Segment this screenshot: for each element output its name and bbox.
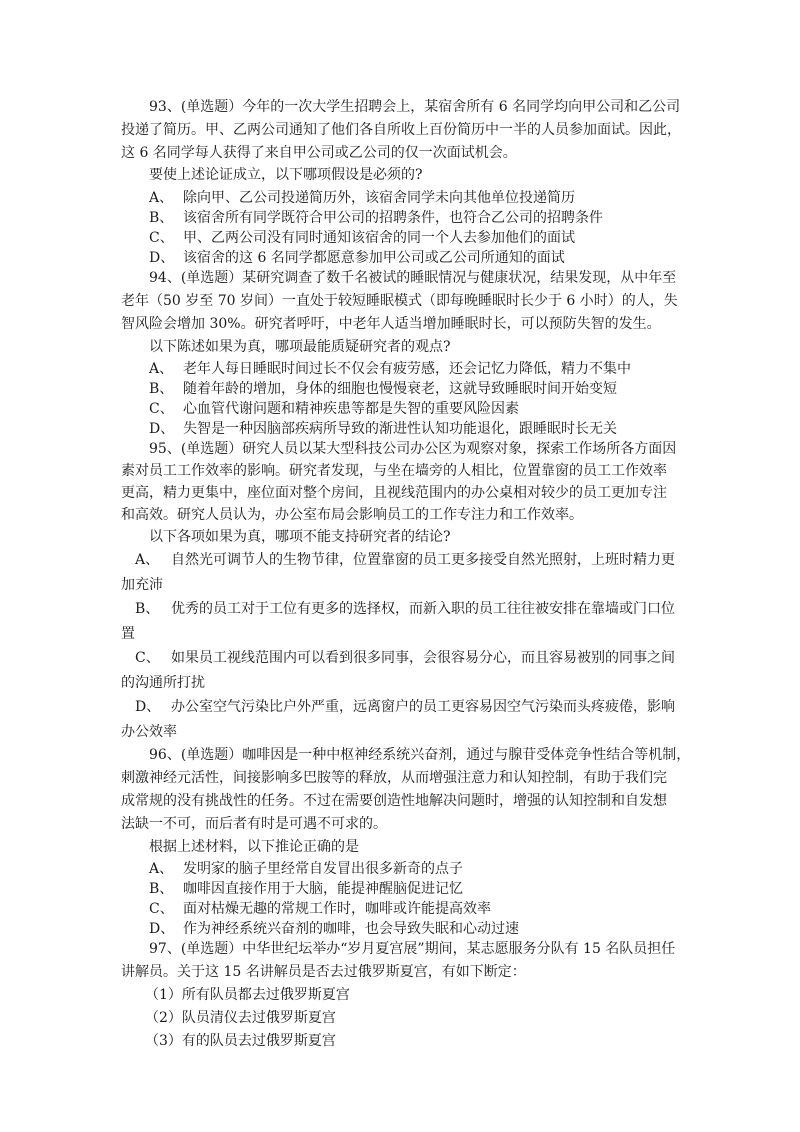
option-letter: A、 [149, 361, 174, 378]
question-94-option-a [121, 358, 681, 378]
question-97-statement-2: （2）队员清仪去过俄罗斯夏宫 [145, 1009, 336, 1026]
option-letter: C、 [149, 401, 174, 418]
option-text: 失智是一种因脑部疾病所导致的渐进性认知功能退化，跟睡眠时长无关 [183, 421, 617, 438]
question-96-option-a [121, 858, 681, 878]
question-93-option-a [121, 187, 681, 207]
question-94-option-c [121, 398, 681, 418]
question-95-option-a [121, 548, 681, 597]
question-93-stem-line-3: 这 6 名同学每人获得了来自甲公司或乙公司的仅一次面试机会。 [121, 144, 517, 161]
option-text: 作为神经系统兴奋剂的咖啡，也会导致失眠和心动过速 [183, 921, 519, 938]
option-text: 心血管代谢问题和精神疾患等都是失智的重要风险因素 [183, 401, 519, 418]
option-letter: C、 [149, 230, 174, 247]
question-94-option-b [121, 378, 681, 398]
question-93 [121, 96, 681, 267]
question-95-stem-line-1: 95、(单选题）研究人员以某大型科技公司办公区为观察对象，探索工作场所各方面因 [149, 441, 677, 458]
option-text: 发明家的脑子里经常自发冒出很多新奇的点子 [183, 861, 463, 878]
question-93-option-b [121, 207, 681, 227]
question-96-stem-line-4: 法缺一不可，而后者有时是可遇不可求的。 [121, 815, 387, 832]
option-letter: D、 [149, 421, 175, 438]
option-text: 老年人每日睡眠时间过长不仅会有疲劳感，还会记忆力降低，精力不集中 [183, 361, 631, 378]
question-95-option-c [121, 646, 681, 695]
option-letter: B、 [149, 210, 174, 227]
option-text: 优秀的员工对于工位有更多的选择权，而新入职的员工往往被安排在靠墙或门口位置 [121, 601, 675, 642]
question-95-option-b [121, 597, 681, 646]
question-95-stem-line-2: 素对员工工作效率的影响。研究者发现，与坐在墙旁的人相比，位置靠窗的员工工作效率 [121, 463, 667, 480]
option-text: 除向甲、乙公司投递简历外，该宿舍同学未向其他单位投递简历 [183, 190, 575, 207]
option-text: 如果员工视线范围内可以看到很多同事，会很容易分心，而且容易被别的同事之间的沟通所打扰 [121, 650, 675, 691]
question-97-statement-3: （3）有的队员去过俄罗斯夏宫 [145, 1032, 336, 1049]
question-96-stem-line-3: 成常规的没有挑战性的任务。不过在需要创造性地解决问题时，增强的认知控制和自发想 [121, 792, 667, 809]
question-94-option-d [121, 418, 681, 438]
question-96-stem-line-2: 刺激神经元活性，间接影响多巴胺等的释放，从而增强注意力和认知控制，有助于我们完 [121, 770, 667, 787]
option-letter: A、 [149, 861, 174, 878]
option-letter: C、 [149, 901, 174, 918]
question-96 [121, 744, 691, 938]
option-letter: A、 [135, 552, 160, 569]
question-96-prompt: 根据上述材料，以下推论正确的是 [149, 838, 359, 855]
question-93-stem-line-1: 93、(单选题）今年的一次大学生招聘会上，某宿舍所有 6 名同学均向甲公司和乙公司 [149, 99, 681, 115]
option-letter: B、 [135, 601, 160, 618]
question-96-option-c [121, 898, 681, 918]
question-95-stem-line-3: 更高，精力更集中，座位面对整个房间，且视线范围内的办公桌相对较少的员工更加专注 [121, 485, 667, 502]
option-text: 甲、乙两公司没有同时通知该宿舍的同一个人去参加他们的面试 [183, 230, 575, 247]
option-letter: D、 [149, 250, 175, 267]
option-text: 自然光可调节人的生物节律，位置靠窗的员工更多接受自然光照射，上班时精力更加充沛 [121, 552, 675, 593]
question-97 [121, 938, 681, 1053]
option-letter: D、 [149, 921, 175, 938]
option-letter: B、 [149, 381, 174, 398]
option-letter: B、 [149, 881, 174, 898]
question-95-stem-line-4: 和高效。研究人员认为，办公室布局会影响员工的工作专注力和工作效率。 [121, 507, 583, 524]
question-94-stem-line-2: 老年（50 岁至 70 岁间）一直处于较短睡眠模式（即每晚睡眠时长少于 6 小时）的人，失 [121, 292, 678, 309]
question-94-stem-line-3: 智风险会增加 30%。研究者呼吁，中老年人适当增加睡眠时长，可以预防失智的发生。 [121, 315, 661, 332]
question-93-prompt: 要使上述论证成立，以下哪项假设是必须的? [149, 167, 423, 184]
page-content [121, 96, 691, 1053]
option-text: 该宿舍所有同学既符合甲公司的招聘条件，也符合乙公司的招聘条件 [183, 210, 603, 227]
question-96-stem-line-1: 96、(单选题）咖啡因是一种中枢神经系统兴奋剂，通过与腺苷受体竞争性结合等机制， [149, 747, 691, 764]
question-93-stem-line-2: 投递了简历。甲、乙两公司通知了他们各自所收上百份简历中一半的人员参加面试。因此， [121, 121, 681, 138]
question-94 [121, 267, 681, 438]
question-97-stem-line-2: 讲解员。关于这 15 名讲解员是否去过俄罗斯夏宫，有如下断定： [121, 964, 526, 981]
option-text: 该宿舍的这 6 名同学都愿意参加甲公司或乙公司所通知的面试 [183, 250, 565, 267]
option-text: 随着年龄的增加，身体的细胞也慢慢衰老，这就导致睡眠时间开始变短 [183, 381, 617, 398]
question-97-stem-line-1: 97、(单选题）中华世纪坛举办“岁月夏宫展”期间，某志愿服务分队有 15 名队员担任 [149, 941, 676, 958]
question-97-statement-1: （1）所有队员都去过俄罗斯夏宫 [145, 986, 350, 1003]
option-text: 咖啡因直接作用于大脑，能提神醒脑促进记忆 [183, 881, 463, 898]
question-93-option-c [121, 227, 681, 247]
question-94-prompt: 以下陈述如果为真，哪项最能质疑研究者的观点? [149, 338, 451, 355]
option-letter: C、 [135, 650, 160, 667]
question-94-stem-line-1: 94、(单选题）某研究调查了数千名被试的睡眠情况与健康状况，结果发现，从中年至 [149, 270, 677, 287]
option-letter: D、 [135, 699, 161, 716]
question-96-option-d [121, 918, 681, 938]
option-text: 面对枯燥无趣的常规工作时，咖啡或许能提高效率 [183, 901, 491, 918]
question-93-option-d [121, 247, 681, 267]
question-96-option-b [121, 878, 681, 898]
question-95 [121, 438, 681, 744]
question-95-option-d [121, 695, 681, 744]
option-letter: A、 [149, 190, 174, 207]
question-95-prompt: 以下各项如果为真，哪项不能支持研究者的结论? [149, 529, 451, 546]
option-text: 办公室空气污染比户外严重，远离窗户的员工更容易因空气污染而头疼疲倦，影响办公效率 [121, 699, 675, 740]
